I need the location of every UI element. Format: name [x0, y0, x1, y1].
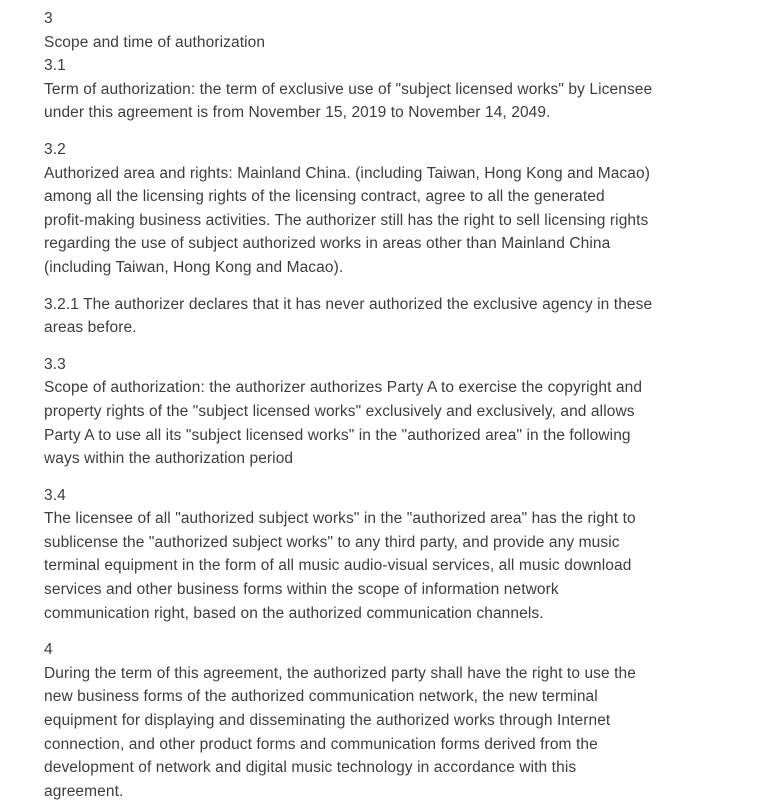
text-line: Term of authorization: the term of exclusive use of "subject licensed works" by Licensee	[44, 80, 653, 98]
paragraph-block-section-3.2	[44, 138, 728, 280]
text-line: 3	[44, 10, 53, 27]
text-line: property rights of the "subject licensed works" exclusively and exclusively, and allows	[44, 402, 635, 420]
paragraph-block-section-3.3	[44, 353, 728, 471]
text-line: under this agreement is from November 15, 2019 to November 14, 2049.	[44, 104, 551, 122]
text-line: During the term of this agreement, the authorized party shall have the right to use the	[44, 664, 637, 682]
text-line: new business forms of the authorized communication network, the new terminal	[44, 688, 598, 706]
paragraph-block-section-33.1	[44, 7, 728, 125]
text-line: ways within the authorization period	[44, 450, 294, 468]
text-line: areas before.	[44, 319, 137, 337]
document-body	[44, 7, 728, 803]
paragraph-block-section-3.2.1	[44, 293, 728, 340]
text-line: agreement.	[44, 782, 124, 800]
text-line: among all the licensing rights of the licensing contract, agree to all the generated	[44, 188, 605, 206]
paragraph-block-section-4	[44, 638, 728, 803]
text-line: sublicense the "authorized subject works" to any third party, and provide any music	[44, 533, 620, 551]
text-line: terminal equipment in the form of all music audio-visual services, all music download	[44, 557, 632, 575]
text-line: development of network and digital music technology in accordance with this	[44, 759, 577, 777]
text-line: Authorized area and rights: Mainland China. (including Taiwan, Hong Kong and Macao)	[44, 164, 650, 182]
text-line: The licensee of all "authorized subject works" in the "authorized area" has the right to	[44, 510, 636, 528]
text-line: equipment for displaying and disseminating the authorized works through Internet	[44, 712, 611, 730]
text-line: 3.2	[44, 140, 66, 158]
text-line: services and other business forms within the scope of information network	[44, 581, 559, 599]
text-line: (including Taiwan, Hong Kong and Macao).	[44, 258, 344, 276]
text-line: Scope and time of authorization	[44, 33, 266, 51]
text-line: 3.3	[44, 355, 66, 373]
text-line: 3.1	[44, 57, 66, 75]
text-line: 3.2.1 The authorizer declares that it has never authorized the exclusive agency in these	[44, 295, 653, 313]
text-line: communication right, based on the authorized communication channels.	[44, 604, 544, 622]
paragraph-block-section-3.4	[44, 484, 728, 626]
text-line: 4	[44, 641, 53, 659]
text-line: Scope of authorization: the authorizer authorizes Party A to exercise the copyright and	[44, 379, 643, 397]
text-line: profit-making business activities. The authorizer still has the right to sell licensing rights	[44, 211, 649, 229]
text-line: connection, and other product forms and communication forms derived from the	[44, 735, 598, 753]
text-line: regarding the use of subject authorized works in areas other than Mainland China	[44, 235, 611, 253]
text-line: 3.4	[44, 486, 66, 504]
text-line: Party A to use all its "subject licensed works" in the "authorized area" in the following	[44, 426, 631, 444]
